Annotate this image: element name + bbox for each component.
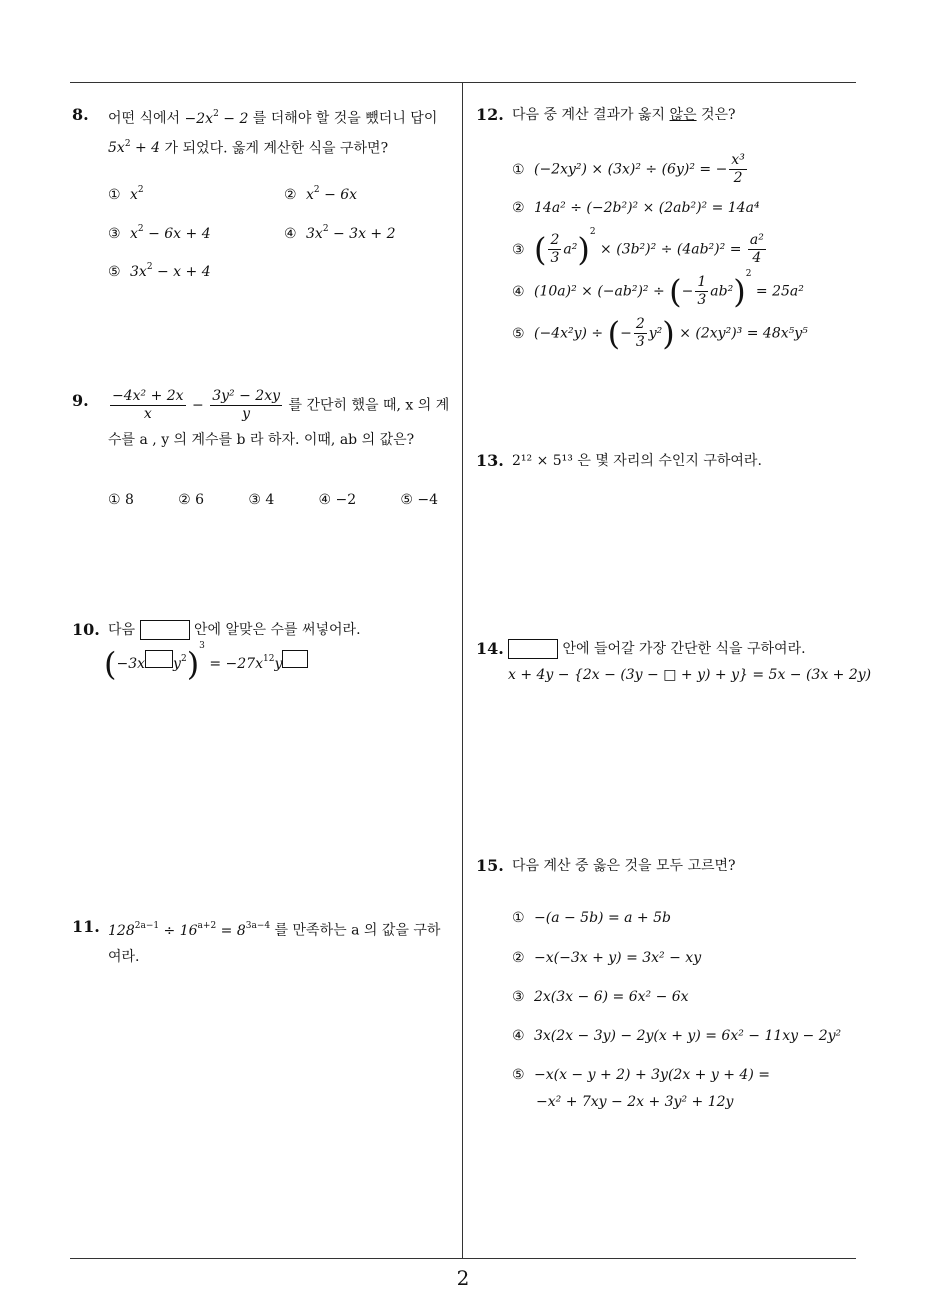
p8-option-1[interactable]: ① $x^2$ bbox=[108, 185, 144, 203]
p8-option-5[interactable]: ⑤ $3x^2 - x + 4$ bbox=[108, 262, 211, 280]
problem-12 bbox=[476, 102, 846, 128]
page-number: 2 bbox=[456, 1266, 470, 1290]
problem-number: 15. bbox=[476, 856, 504, 875]
bottom-rule bbox=[70, 1258, 856, 1259]
problem-8 bbox=[72, 102, 457, 161]
problem-11 bbox=[72, 914, 457, 970]
p15-option-2[interactable]: ② −x(−3x + y) = 3x² − xy bbox=[512, 950, 702, 966]
p12-option-2[interactable]: ② 14a² ÷ (−2b²)² × (2ab²)² = 14a⁴ bbox=[512, 200, 760, 216]
problem-text: 2¹² × 5¹³ 은 몇 자리의 수인지 구하여라. bbox=[512, 453, 762, 469]
problem-text: 다음 중 계산 결과가 옳지 않은 것은? bbox=[512, 107, 736, 123]
problem-number: 12. bbox=[476, 105, 504, 124]
answer-box[interactable] bbox=[145, 650, 173, 668]
p9-option-1[interactable]: ① 8 bbox=[108, 492, 134, 508]
fraction: $\frac{\text{−4x² + 2x}}{x}$ bbox=[112, 388, 184, 422]
p9-option-4[interactable]: ④ −2 bbox=[318, 492, 357, 508]
answer-box[interactable] bbox=[140, 620, 190, 640]
column-divider bbox=[462, 82, 463, 1258]
problem-13 bbox=[476, 448, 846, 474]
p15-option-5-continued: −x² + 7xy − 2x + 3y² + 12y bbox=[536, 1094, 734, 1110]
p12-option-5[interactable]: ⑤ (−4x²y) ÷ (− $\frac{2}{3}$ y²) × (2xy²)³ = 48x⁵y⁵ bbox=[512, 314, 808, 353]
math-expr: $5x^2 + 4$ bbox=[108, 138, 165, 157]
problem-text: $128^{2a-1} \div 16^{a+2} = 8^{3a-4}$ 를 만족하는 a 의 값을 구하 여라. bbox=[108, 921, 441, 965]
problem-number: 14. bbox=[476, 639, 504, 658]
problem-number: 8. bbox=[72, 105, 89, 124]
p15-option-4[interactable]: ④ 3x(2x − 3y) − 2y(x + y) = 6x² − 11xy − 2y² bbox=[512, 1028, 842, 1044]
top-rule bbox=[70, 82, 856, 83]
problem-14 bbox=[476, 636, 872, 688]
p15-option-1[interactable]: ① −(a − 5b) = a + 5b bbox=[512, 910, 671, 926]
problem-number: 11. bbox=[72, 917, 100, 936]
p15-option-3[interactable]: ③ 2x(3x − 6) = 6x² − 6x bbox=[512, 989, 689, 1005]
problem-number: 9. bbox=[72, 391, 89, 410]
answer-box[interactable] bbox=[508, 639, 558, 659]
p15-option-5[interactable]: ⑤ −x(x − y + 2) + 3y(2x + y + 4) = bbox=[512, 1067, 770, 1083]
problem-text: $\frac{\text{−4x² + 2x}}{x}$ − $\frac{\text{3y² − 2xy}}{y}$ 를 간단히 했을 때, x 의 계 수를 a , y 의 계수를 b 라 하자. 이때, ab 의 값은? bbox=[108, 388, 450, 448]
p12-option-3[interactable]: ③ ( $\frac{2}{3}$ a²)$^2$ × (3b²)² ÷ (4ab²)² = $\frac{\text{a²}}{4}$ bbox=[512, 226, 764, 269]
p8-option-4[interactable]: ④ $3x^2 - 3x + 2$ bbox=[284, 224, 396, 242]
problem-15 bbox=[476, 853, 846, 879]
problem-text: 다음 계산 중 옳은 것을 모두 고르면? bbox=[512, 858, 736, 874]
problem-number: 10. bbox=[72, 620, 100, 639]
math-expr: $-2x^2 - 2$ bbox=[184, 109, 253, 127]
fraction: $\frac{\text{3y² − 2xy}}{y}$ bbox=[212, 388, 281, 422]
problem-9 bbox=[72, 388, 457, 449]
p12-option-4[interactable]: ④ (10a)² × (−ab²)² ÷ (− $\frac{1}{3}$ ab²)$^2$ = 25a² bbox=[512, 268, 804, 311]
problem-text: 안에 들어갈 가장 간단한 식을 구하여라. x + 4y − {2x − (3y − □ + y) + y} = 5x − (3x + 2y) bbox=[508, 641, 872, 683]
problem-number: 13. bbox=[476, 451, 504, 470]
p10-expression: (−3x $y^2)^3 = -27x^{12}y$ bbox=[104, 650, 308, 677]
p12-option-1[interactable]: ① (−2xy²) × (3x)² ÷ (6y)² = − $\frac{\text{x³}}{2}$ bbox=[512, 152, 745, 186]
answer-box[interactable] bbox=[282, 650, 308, 668]
problem-text: 어떤 식에서 $-2x^2 - 2$ 를 더해야 할 것을 뺐더니 답이 $5x^2 + 4$ 가 되었다. 옳게 계산한 식을 구하면? bbox=[108, 109, 438, 157]
p9-option-5[interactable]: ⑤ −4 bbox=[400, 492, 438, 508]
p9-option-2[interactable]: ② 6 bbox=[178, 492, 205, 508]
p9-option-3[interactable]: ③ 4 bbox=[248, 492, 275, 508]
problem-text: 다음 안에 알맞은 수를 써넣어라. bbox=[108, 622, 361, 638]
problem-10 bbox=[72, 617, 457, 643]
p8-option-2[interactable]: ② $x^2 - 6x$ bbox=[284, 185, 358, 203]
p9-options bbox=[108, 492, 438, 508]
p8-option-3[interactable]: ③ $x^2 - 6x + 4$ bbox=[108, 224, 211, 242]
